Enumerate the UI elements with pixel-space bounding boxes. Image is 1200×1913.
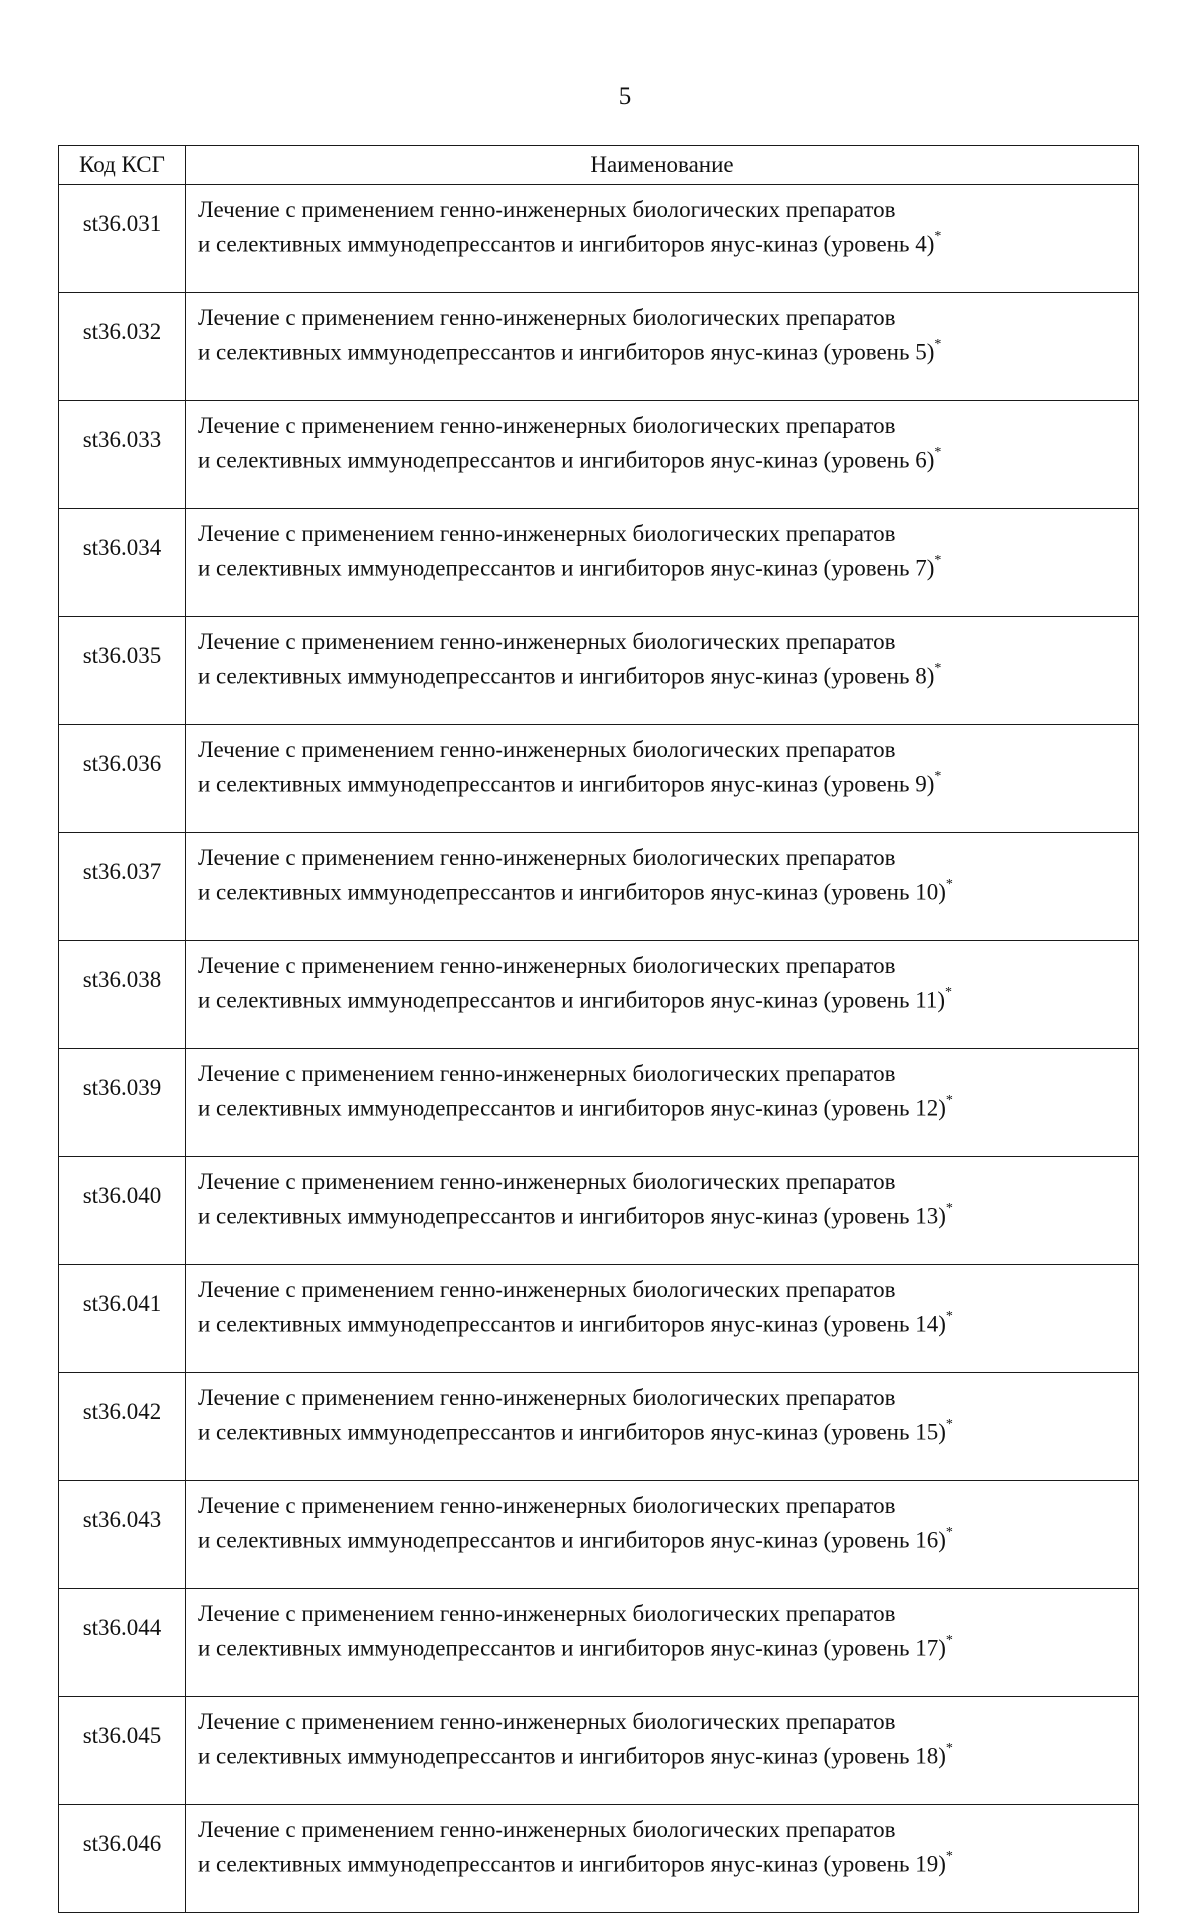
ksg-name-line-2: и селективных иммунодепрессантов и ингибиторов янус-киназ (уровень 17) <box>198 1635 946 1661</box>
ksg-name-line-2-wrap <box>198 1845 1138 1880</box>
footnote-mark: * <box>945 1201 953 1216</box>
ksg-name-line-1: Лечение с применением генно-инженерных биологических препаратов <box>198 413 896 438</box>
ksg-name <box>186 1049 1139 1157</box>
ksg-name <box>186 185 1139 293</box>
table-row <box>59 185 1139 293</box>
footnote-mark: * <box>945 1849 953 1864</box>
ksg-name-line-1: Лечение с применением генно-инженерных биологических препаратов <box>198 1493 896 1518</box>
ksg-name-line-1: Лечение с применением генно-инженерных биологических препаратов <box>198 1169 896 1194</box>
ksg-name-line-2-wrap <box>198 1413 1138 1448</box>
ksg-name <box>186 1589 1139 1697</box>
ksg-name-line-1: Лечение с применением генно-инженерных биологических препаратов <box>198 1385 896 1410</box>
ksg-code: st36.045 <box>59 1697 186 1805</box>
table-row <box>59 1373 1139 1481</box>
ksg-code: st36.031 <box>59 185 186 293</box>
ksg-name-line-2: и селективных иммунодепрессантов и ингибиторов янус-киназ (уровень 15) <box>198 1419 946 1445</box>
ksg-code: st36.033 <box>59 401 186 509</box>
table-row <box>59 1805 1139 1913</box>
ksg-name-line-2-wrap <box>198 333 1138 368</box>
ksg-code: st36.041 <box>59 1265 186 1373</box>
ksg-code: st36.037 <box>59 833 186 941</box>
ksg-code: st36.042 <box>59 1373 186 1481</box>
ksg-name-line-2: и селективных иммунодепрессантов и ингибиторов янус-киназ (уровень 16) <box>198 1527 946 1553</box>
ksg-code: st36.044 <box>59 1589 186 1697</box>
page-number: 5 <box>618 83 632 110</box>
ksg-name-line-2-wrap <box>198 1521 1138 1556</box>
table-row <box>59 1049 1139 1157</box>
ksg-name <box>186 1805 1139 1913</box>
ksg-name <box>186 833 1139 941</box>
ksg-code: st36.032 <box>59 293 186 401</box>
ksg-name-line-2-wrap <box>198 981 1138 1016</box>
ksg-name-line-2: и селективных иммунодепрессантов и ингибиторов янус-киназ (уровень 5) <box>198 339 935 365</box>
ksg-name-line-2: и селективных иммунодепрессантов и ингибиторов янус-киназ (уровень 9) <box>198 771 935 797</box>
table-row <box>59 1589 1139 1697</box>
footnote-mark: * <box>934 661 942 676</box>
ksg-name-line-1: Лечение с применением генно-инженерных биологических препаратов <box>198 1277 896 1302</box>
ksg-code: st36.040 <box>59 1157 186 1265</box>
ksg-code: st36.039 <box>59 1049 186 1157</box>
ksg-name-line-2-wrap <box>198 657 1138 692</box>
ksg-name-line-2-wrap <box>198 1305 1138 1340</box>
ksg-name-line-2: и селективных иммунодепрессантов и ингибиторов янус-киназ (уровень 6) <box>198 447 935 473</box>
ksg-name-line-1: Лечение с применением генно-инженерных биологических препаратов <box>198 1817 896 1842</box>
footnote-mark: * <box>934 229 942 244</box>
table-row <box>59 1157 1139 1265</box>
ksg-name-line-1: Лечение с применением генно-инженерных биологических препаратов <box>198 1061 896 1086</box>
ksg-name <box>186 293 1139 401</box>
ksg-name <box>186 401 1139 509</box>
ksg-name <box>186 1265 1139 1373</box>
ksg-name-line-1: Лечение с применением генно-инженерных биологических препаратов <box>198 197 896 222</box>
footnote-mark: * <box>945 1633 953 1648</box>
table-row <box>59 401 1139 509</box>
ksg-name-line-2-wrap <box>198 441 1138 476</box>
ksg-name-line-2: и селективных иммунодепрессантов и ингибиторов янус-киназ (уровень 11) <box>198 987 946 1013</box>
table-row <box>59 509 1139 617</box>
ksg-name-line-1: Лечение с применением генно-инженерных биологических препаратов <box>198 521 896 546</box>
ksg-name-line-2-wrap <box>198 1197 1138 1232</box>
ksg-name-line-2-wrap <box>198 1737 1138 1772</box>
ksg-code: st36.036 <box>59 725 186 833</box>
ksg-name-line-1: Лечение с применением генно-инженерных биологических препаратов <box>198 305 896 330</box>
footnote-mark: * <box>945 1417 953 1432</box>
ksg-name-line-2-wrap <box>198 873 1138 908</box>
ksg-name <box>186 725 1139 833</box>
footnote-mark: * <box>934 553 942 568</box>
ksg-name <box>186 1157 1139 1265</box>
ksg-name-line-2-wrap <box>198 1089 1138 1124</box>
table-body <box>59 185 1139 1913</box>
ksg-name <box>186 617 1139 725</box>
table-row <box>59 725 1139 833</box>
ksg-table <box>58 145 1139 1913</box>
footnote-mark: * <box>945 985 953 1000</box>
footnote-mark: * <box>945 877 953 892</box>
ksg-name <box>186 509 1139 617</box>
ksg-name <box>186 1697 1139 1805</box>
table-row <box>59 941 1139 1049</box>
ksg-name-line-2: и селективных иммунодепрессантов и ингибиторов янус-киназ (уровень 13) <box>198 1203 946 1229</box>
ksg-code: st36.035 <box>59 617 186 725</box>
ksg-name-line-1: Лечение с применением генно-инженерных биологических препаратов <box>198 629 896 654</box>
table-row <box>59 293 1139 401</box>
ksg-name-line-1: Лечение с применением генно-инженерных биологических препаратов <box>198 1601 896 1626</box>
ksg-name-line-2: и селективных иммунодепрессантов и ингибиторов янус-киназ (уровень 12) <box>198 1095 946 1121</box>
footnote-mark: * <box>945 1525 953 1540</box>
ksg-name-line-1: Лечение с применением генно-инженерных биологических препаратов <box>198 953 896 978</box>
footnote-mark: * <box>945 1309 953 1324</box>
ksg-name-line-1: Лечение с применением генно-инженерных биологических препаратов <box>198 737 896 762</box>
footnote-mark: * <box>945 1093 953 1108</box>
ksg-name-line-2: и селективных иммунодепрессантов и ингибиторов янус-киназ (уровень 14) <box>198 1311 946 1337</box>
ksg-name-line-2: и селективных иммунодепрессантов и ингибиторов янус-киназ (уровень 8) <box>198 663 935 689</box>
ksg-code: st36.043 <box>59 1481 186 1589</box>
footnote-mark: * <box>934 769 942 784</box>
table-row <box>59 1265 1139 1373</box>
header-name: Наименование <box>186 146 1139 185</box>
table-row <box>59 617 1139 725</box>
ksg-name-line-2: и селективных иммунодепрессантов и ингибиторов янус-киназ (уровень 4) <box>198 231 935 257</box>
ksg-code: st36.034 <box>59 509 186 617</box>
ksg-name <box>186 941 1139 1049</box>
ksg-name-line-2-wrap <box>198 1629 1138 1664</box>
ksg-name <box>186 1373 1139 1481</box>
table-row <box>59 1481 1139 1589</box>
table-header-row <box>59 146 1139 185</box>
ksg-name-line-2-wrap <box>198 549 1138 584</box>
ksg-code: st36.038 <box>59 941 186 1049</box>
ksg-name-line-2: и селективных иммунодепрессантов и ингибиторов янус-киназ (уровень 7) <box>198 555 935 581</box>
ksg-name-line-2-wrap <box>198 225 1138 260</box>
header-code: Код КСГ <box>59 146 186 185</box>
ksg-name-line-1: Лечение с применением генно-инженерных биологических препаратов <box>198 845 896 870</box>
footnote-mark: * <box>945 1741 953 1756</box>
footnote-mark: * <box>934 445 942 460</box>
ksg-name-line-2-wrap <box>198 765 1138 800</box>
ksg-name-line-1: Лечение с применением генно-инженерных биологических препаратов <box>198 1709 896 1734</box>
table-row <box>59 833 1139 941</box>
ksg-name-line-2: и селективных иммунодепрессантов и ингибиторов янус-киназ (уровень 18) <box>198 1743 946 1769</box>
ksg-name-line-2: и селективных иммунодепрессантов и ингибиторов янус-киназ (уровень 19) <box>198 1851 946 1877</box>
footnote-mark: * <box>934 337 942 352</box>
table-row <box>59 1697 1139 1805</box>
ksg-name <box>186 1481 1139 1589</box>
ksg-name-line-2: и селективных иммунодепрессантов и ингибиторов янус-киназ (уровень 10) <box>198 879 946 905</box>
ksg-code: st36.046 <box>59 1805 186 1913</box>
